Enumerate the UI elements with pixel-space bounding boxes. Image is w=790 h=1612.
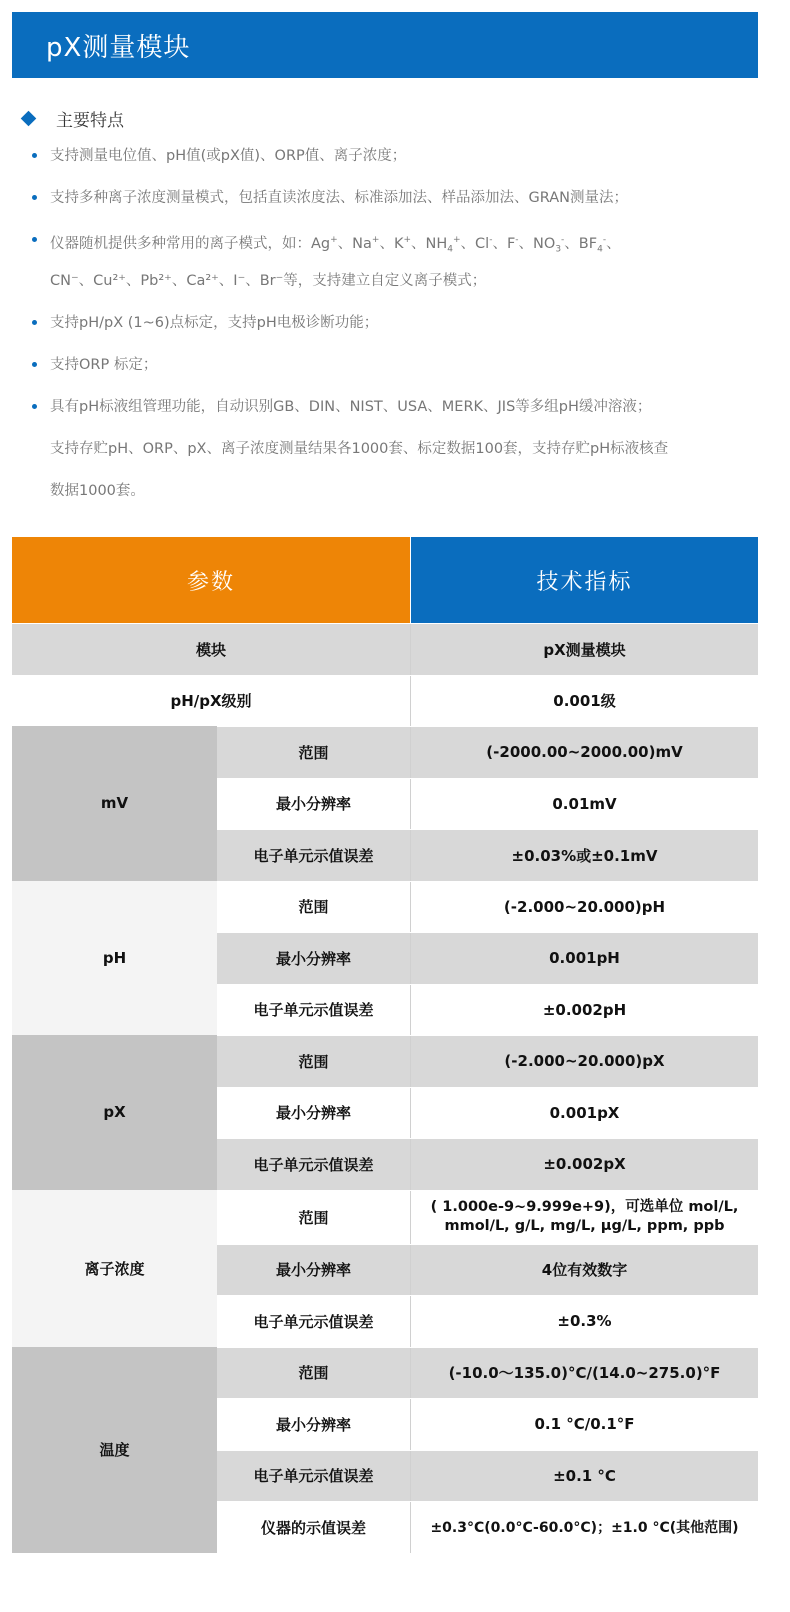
diamond-bullet-icon: [21, 110, 37, 126]
bullet-dot-icon: [32, 362, 37, 367]
group-px: [12, 1035, 758, 1190]
table-row: [217, 778, 758, 830]
row-value: 0.001pH: [410, 933, 758, 984]
table-row: [217, 1035, 758, 1087]
features-title: 主要特点: [56, 110, 124, 131]
row-name: 范围: [298, 1208, 329, 1227]
feature-item-3-line2: CN⁻、Cu²⁺、Pb²⁺、Ca²⁺、I⁻、Br⁻等，支持建立自定义离子模式；: [50, 273, 487, 289]
module-label: 模块: [195, 640, 226, 659]
table-row: [217, 932, 758, 984]
row-name: 电子单元示值误差: [253, 1467, 374, 1486]
header-param: 参数: [12, 537, 410, 623]
row-name: 最小分辨率: [275, 1104, 351, 1123]
row-name: 电子单元示值误差: [253, 846, 374, 865]
row-value: ±0.3%: [410, 1296, 758, 1347]
feature-item-5: 支持ORP 标定；: [50, 357, 158, 373]
row-name: 最小分辨率: [275, 949, 351, 968]
bullet-dot-icon: [32, 320, 37, 325]
row-name: 范围: [298, 743, 329, 762]
module-value: pX测量模块: [410, 624, 758, 675]
bullet-dot-icon: [32, 153, 37, 158]
row-name: 电子单元示值误差: [253, 1001, 374, 1020]
group-label-mv: mV: [12, 726, 217, 881]
spec-table: [12, 537, 758, 1553]
row-name: 最小分辨率: [275, 795, 351, 814]
group-label-px: pX: [12, 1035, 217, 1190]
feature-item-6-line3: 数据1000套。: [50, 483, 145, 499]
bullet-dot-icon: [32, 195, 37, 200]
row-value: ±0.002pH: [410, 985, 758, 1036]
table-row: [217, 1398, 758, 1450]
table-row: [217, 1087, 758, 1139]
row-value: ±0.1 °C: [410, 1451, 758, 1502]
table-row: [217, 1138, 758, 1190]
feature-item-3-line1: 仪器随机提供多种常用的离子模式，如：Ag+、Na+、K+、$NH_4^+$、Cl-、F-、$NO_3^-$、$BF_4^-$、: [50, 235, 621, 255]
group-label-temperature: 温度: [12, 1347, 217, 1553]
table-row: [217, 726, 758, 778]
level-label: pH/pX级别: [170, 692, 252, 711]
row-value: 0.01mV: [410, 779, 758, 830]
group-ph: [12, 881, 758, 1036]
group-temperature: [12, 1347, 758, 1553]
row-value: (-10.0～135.0)°C/(14.0~275.0)°F: [410, 1348, 758, 1399]
bullet-dot-icon: [32, 237, 37, 242]
group-label-ph: pH: [12, 881, 217, 1036]
row-value: 0.1 °C/0.1°F: [410, 1399, 758, 1450]
feature-item-6-line2: 支持存贮pH、ORP、pX、离子浓度测量结果各1000套、标定数据100套，支持存贮pH标液核查: [50, 441, 669, 457]
row-value-line1: ( 1.000e-9~9.999e+9)，可选单位 mol/L,: [430, 1199, 739, 1215]
feature-item-4: 支持pH/pX (1~6)点标定，支持pH电极诊断功能；: [50, 315, 379, 331]
row-value: ±0.03%或±0.1mV: [410, 830, 758, 881]
row-name: 最小分辨率: [275, 1415, 351, 1434]
table-row: [217, 829, 758, 881]
level-value: 0.001级: [410, 676, 758, 727]
table-header-row: [12, 537, 758, 623]
page-title-banner: [12, 12, 758, 78]
row-value: ±0.002pX: [410, 1139, 758, 1190]
row-value: 4位有效数字: [410, 1245, 758, 1296]
row-value: (-2000.00~2000.00)mV: [410, 727, 758, 778]
table-row-module: [12, 623, 758, 675]
feature-item-6-line1: 具有pH标液组管理功能，自动识别GB、DIN、NIST、USA、MERK、JIS等多组pH缓冲溶液；: [50, 399, 652, 415]
row-name: 电子单元示值误差: [253, 1155, 374, 1174]
table-row-level: [12, 675, 758, 727]
group-label-ion: 离子浓度: [12, 1190, 217, 1347]
group-mv: [12, 726, 758, 881]
table-row: [217, 1450, 758, 1502]
table-row: [217, 1244, 758, 1296]
table-row: [217, 1295, 758, 1347]
row-value: (-2.000~20.000)pX: [410, 1036, 758, 1087]
feature-item-1: 支持测量电位值、pH值(或pX值)、ORP值、离子浓度；: [50, 148, 407, 164]
table-row: [217, 984, 758, 1036]
row-value-line2: mmol/L, g/L, mg/L, μg/L, ppm, ppb: [444, 1218, 725, 1234]
row-name: 仪器的示值误差: [260, 1518, 366, 1537]
row-name: 最小分辨率: [275, 1261, 351, 1280]
bullet-dot-icon: [32, 404, 37, 409]
row-name: 电子单元示值误差: [253, 1312, 374, 1331]
row-value: 0.001pX: [410, 1088, 758, 1139]
row-value: ±0.3°C(0.0°C-60.0°C)；±1.0 °C(其他范围): [410, 1502, 758, 1553]
table-row: [217, 1347, 758, 1399]
row-name: 范围: [298, 898, 329, 917]
row-name: 范围: [298, 1364, 329, 1383]
header-spec: 技术指标: [411, 537, 758, 623]
row-value: [410, 1191, 758, 1244]
features-heading: [20, 104, 124, 132]
table-row: [217, 1190, 758, 1244]
feature-item-2: 支持多种离子浓度测量模式，包括直读浓度法、标准添加法、样品添加法、GRAN测量法；: [50, 190, 628, 206]
row-value: (-2.000~20.000)pH: [410, 882, 758, 933]
page-title: pX测量模块: [46, 32, 191, 63]
group-ion: [12, 1190, 758, 1347]
row-name: 范围: [298, 1052, 329, 1071]
table-row: [217, 1501, 758, 1553]
table-row: [217, 881, 758, 933]
